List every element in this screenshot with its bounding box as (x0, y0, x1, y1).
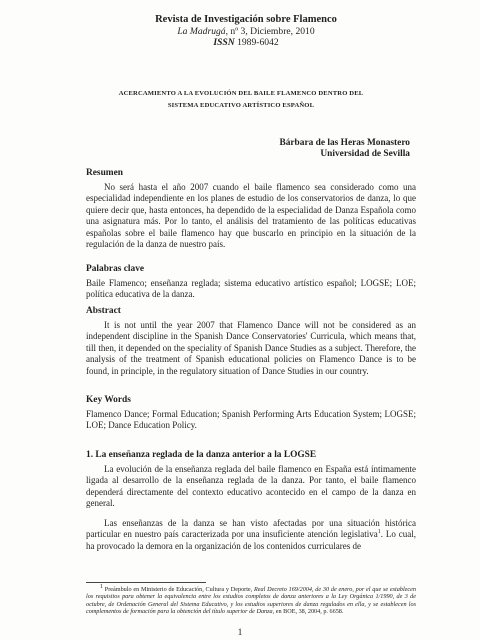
footnote-text-a: Preámbulo en Ministerio de Educación, Cultura y Deporte, (103, 586, 255, 593)
keywords-heading: Key Words (86, 395, 131, 405)
keywords-text: Flamenco Dance; Formal Education; Spanish Performing Arts Education System; LOGSE; LOE; Dance Education Policy. (86, 409, 416, 431)
page-number: 1 (237, 628, 243, 638)
author-block (279, 138, 410, 160)
article-title-line-1: ACERCAMIENTO A LA EVOLUCIÓN DEL BAILE FLAMENCO DENTRO DEL (118, 90, 364, 97)
paragraph-2-text-a: Las enseñanzas de la danza se han visto afectadas por una situación histórica particular en nuestro país caracterizada por una insuficiente atención legislativa (86, 518, 416, 540)
journal-issn (146, 37, 346, 48)
abstract-heading: Abstract (86, 306, 121, 316)
issue-name: La Madrugá (177, 26, 226, 37)
footnote-text-c: , en BOE, 38, 2004, p. 6658. (272, 608, 344, 616)
journal-issue (146, 26, 346, 37)
author-name: Bárbara de las Heras Monastero (279, 138, 410, 148)
resumen-heading: Resumen (86, 168, 123, 178)
author-affiliation: Universidad de Sevilla (320, 149, 410, 159)
footnote-citation-title: Real Decreto 169/2004, de 30 de enero, por el que se establecen los requisitos para obtener la equivalencia entre los estudios completos de danza anteriores a la Ley Orgánica 1/1990, de 3 de octubre, de Ordenación General del Sistema Educativo, y los estudios superiores de danza regulados en ella, y se establecen los complementos de formación para la obtención del título superior de Danza (86, 586, 416, 616)
issue-details: , nº 3, Diciembre, 2010 (225, 26, 315, 37)
section-1-heading: 1. La enseñanza reglada de la danza anterior a la LOGSE (86, 450, 317, 460)
issn-value: 1989-6042 (234, 37, 279, 48)
section-1-paragraph-2 (86, 518, 416, 552)
article-title-line-2: SISTEMA EDUCATIVO ARTÍSTICO ESPAÑOL (167, 102, 315, 109)
paragraph-2-text-b: . Lo cual, ha provocado la demora en la organización de los contenidos curriculares de (86, 529, 416, 551)
footnote-mark: 1 (100, 583, 103, 590)
article-title (110, 88, 372, 112)
footnote-separator (86, 582, 206, 583)
journal-title: Revista de Investigación sobre Flamenco (155, 14, 337, 25)
resumen-text: No será hasta el año 2007 cuando el baile flamenco sea considerado como una especialidad independiente en los planes de estudio de los conservatorios de danza, lo que quiere decir que, hasta entonces, ha dependido de la especialidad de Danza Española como una asignatura más. Por lo tanto, el análisis del tratamiento de las políticas educativas españolas sobre el baile flamenco hay que buscarlo en principio en la situación de la regulación de la danza de nuestro país. (86, 182, 416, 250)
footnote-1 (86, 583, 416, 616)
abstract-text: It is not until the year 2007 that Flamenco Dance will not be considered as an independent discipline in the Spanish Dance Conservatories' Curricula, which means that, till then, it depended on the speciality of Spanish Dance Studies as a subject. Therefore, the analysis of the treatment of Spanish educational policies on Flamenco Dance is to be found, in principle, in the regulatory situation of Dance Studies in our country. (86, 320, 416, 376)
palabras-clave-text: Baile Flamenco; enseñanza reglada; sistema educativo artístico español; LOGSE; LOE; política educativa de la danza. (86, 278, 416, 300)
footnote-reference[interactable]: 1 (377, 529, 381, 536)
palabras-clave-heading: Palabras clave (86, 264, 145, 274)
section-1-paragraph-1: La evolución de la enseñanza reglada del baile flamenco en España está íntimamente ligada al desarrollo de la enseñanza reglada de la danza. Por tanto, el baile flamenco dependerá directamente del contexto educativo acontecido en el campo de la danza en general. (86, 464, 416, 509)
journal-masthead (146, 14, 346, 48)
issn-label: ISSN (213, 37, 235, 48)
